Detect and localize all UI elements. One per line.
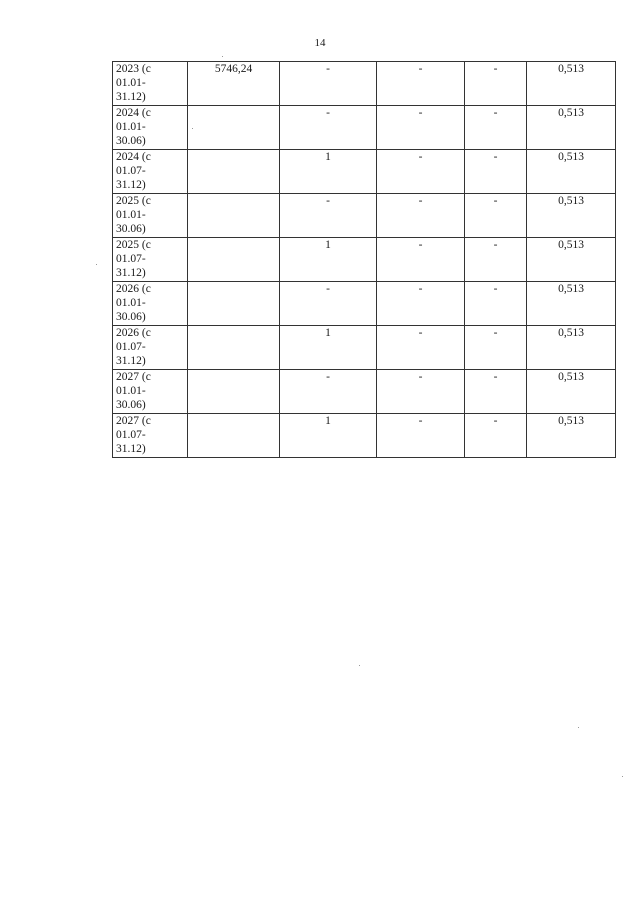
col3-cell: -	[280, 194, 377, 238]
amount-cell	[188, 414, 280, 458]
col3-cell: 1	[280, 326, 377, 370]
col4-cell: -	[377, 150, 465, 194]
col5-cell: -	[465, 106, 527, 150]
rate-cell: 0,513	[527, 194, 616, 238]
col5-cell: -	[465, 414, 527, 458]
col5-cell: -	[465, 62, 527, 106]
col4-cell: -	[377, 238, 465, 282]
table-row	[113, 282, 616, 326]
col3-cell: -	[280, 370, 377, 414]
rate-cell: 0,513	[527, 238, 616, 282]
scan-speck	[222, 56, 223, 57]
col4-cell: -	[377, 370, 465, 414]
col3-cell: -	[280, 282, 377, 326]
table-row	[113, 326, 616, 370]
period-cell: 2026 (с 01.07- 31.12)	[113, 326, 188, 370]
scan-speck	[359, 665, 360, 666]
col3-cell: -	[280, 106, 377, 150]
period-cell: 2027 (с 01.07- 31.12)	[113, 414, 188, 458]
table-row	[113, 194, 616, 238]
col5-cell: -	[465, 326, 527, 370]
table-row	[113, 62, 616, 106]
period-cell: 2025 (с 01.01- 30.06)	[113, 194, 188, 238]
table-body	[113, 62, 616, 458]
scan-speck	[622, 776, 623, 777]
col5-cell: -	[465, 238, 527, 282]
col5-cell: -	[465, 150, 527, 194]
rate-cell: 0,513	[527, 62, 616, 106]
rate-cell: 0,513	[527, 326, 616, 370]
period-cell: 2026 (с 01.01- 30.06)	[113, 282, 188, 326]
period-cell: 2024 (с 01.07- 31.12)	[113, 150, 188, 194]
page-number: 14	[314, 37, 326, 49]
col4-cell: -	[377, 282, 465, 326]
tariff-table	[112, 61, 616, 458]
scan-speck	[96, 264, 97, 265]
amount-cell: 5746,24	[188, 62, 280, 106]
table-row	[113, 370, 616, 414]
amount-cell	[188, 194, 280, 238]
rate-cell: 0,513	[527, 370, 616, 414]
amount-cell	[188, 150, 280, 194]
table-row	[113, 238, 616, 282]
period-cell: 2023 (с 01.01- 31.12)	[113, 62, 188, 106]
scan-speck	[578, 727, 579, 728]
table-row	[113, 106, 616, 150]
rate-cell: 0,513	[527, 282, 616, 326]
period-cell: 2027 (с 01.01- 30.06)	[113, 370, 188, 414]
col3-cell: 1	[280, 238, 377, 282]
table-row	[113, 150, 616, 194]
col4-cell: -	[377, 414, 465, 458]
amount-cell	[188, 326, 280, 370]
col4-cell: -	[377, 326, 465, 370]
col4-cell: -	[377, 106, 465, 150]
col5-cell: -	[465, 370, 527, 414]
amount-cell	[188, 370, 280, 414]
col3-cell: 1	[280, 414, 377, 458]
col5-cell: -	[465, 282, 527, 326]
col4-cell: -	[377, 62, 465, 106]
col5-cell: -	[465, 194, 527, 238]
col3-cell: 1	[280, 150, 377, 194]
table-row	[113, 414, 616, 458]
rate-cell: 0,513	[527, 106, 616, 150]
rate-cell: 0,513	[527, 150, 616, 194]
rate-cell: 0,513	[527, 414, 616, 458]
amount-cell	[188, 106, 280, 150]
col4-cell: -	[377, 194, 465, 238]
period-cell: 2025 (с 01.07- 31.12)	[113, 238, 188, 282]
amount-cell	[188, 238, 280, 282]
amount-cell	[188, 282, 280, 326]
scan-speck	[192, 128, 193, 129]
period-cell: 2024 (с 01.01- 30.06)	[113, 106, 188, 150]
col3-cell: -	[280, 62, 377, 106]
